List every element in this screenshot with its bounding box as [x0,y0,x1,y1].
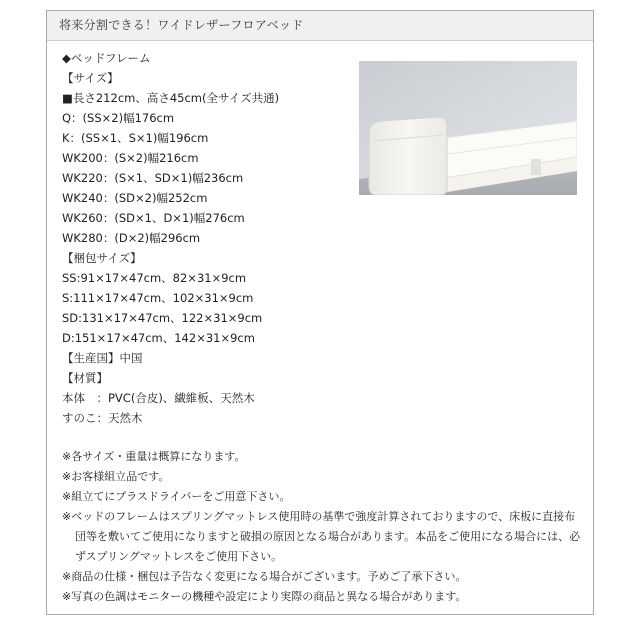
spec-panel [46,10,594,615]
spec-line: SD:131×17×47cm、122×31×9cm [62,311,263,325]
note-item: ※写真の色調はモニターの機種や設定により実際の商品と異なる場合があります。 [62,590,467,603]
spec-line: WK220：(S×1、SD×1)幅236cm [62,171,244,185]
note-item: ※ベッドのフレームはスプリングマットレス使用時の基準で強度計算されておりますので、床板に直接布団等を敷いてご使用になりますと破損の原因となる場合があります。本品をご使用になる場合には、必ずスプリングマットレスをご使用下さい。 [62,510,581,563]
spec-line: Q：(SS×2)幅176cm [62,111,175,125]
spec-line: SS:91×17×47cm、82×31×9cm [62,271,247,285]
spec-line: WK280：(D×2)幅296cm [62,231,201,245]
spec-line: 【梱包サイズ】 [62,251,142,265]
spec-line: ■長さ212cm、高さ45cm(全サイズ共通) [62,91,280,105]
spec-line: S:111×17×47cm、102×31×9cm [62,291,254,305]
bed-product-photo [359,61,577,195]
spec-line: すのこ：天然木 [62,411,143,425]
headboard [369,117,447,195]
spec-line: WK200：(S×2)幅216cm [62,151,199,165]
note-item: ※お客様組立品です。 [62,470,170,483]
panel-header [47,11,593,41]
spec-line: 本体 ：PVC(合皮)、繊維板、天然木 [62,391,255,405]
spec-line: WK260：(SD×1、D×1)幅276cm [62,211,245,225]
spec-line: 【材質】 [62,371,108,385]
bed-leg [531,159,541,175]
note-item: ※組立てにプラスドライバーをご用意下さい。 [62,490,291,503]
notes-list [62,447,582,607]
note-item: ※各サイズ・重量は概算になります。 [62,450,246,463]
spec-line: K：(SS×1、S×1)幅196cm [62,131,209,145]
spec-line: 【生産国】中国 [62,351,143,365]
spec-line: ◆ベッドフレーム [62,51,151,65]
spec-line: D:151×17×47cm、142×31×9cm [62,331,255,345]
header-title: 将来分割できる！ワイドレザーフロアベッド [59,18,304,32]
spec-list [62,48,362,428]
bed-illustration [359,61,577,195]
note-item: ※商品の仕様・梱包は予告なく変更になる場合がございます。予めご了承下さい。 [62,570,467,583]
spec-line: WK240：(SD×2)幅252cm [62,191,208,205]
spec-line: 【サイズ】 [62,71,119,85]
